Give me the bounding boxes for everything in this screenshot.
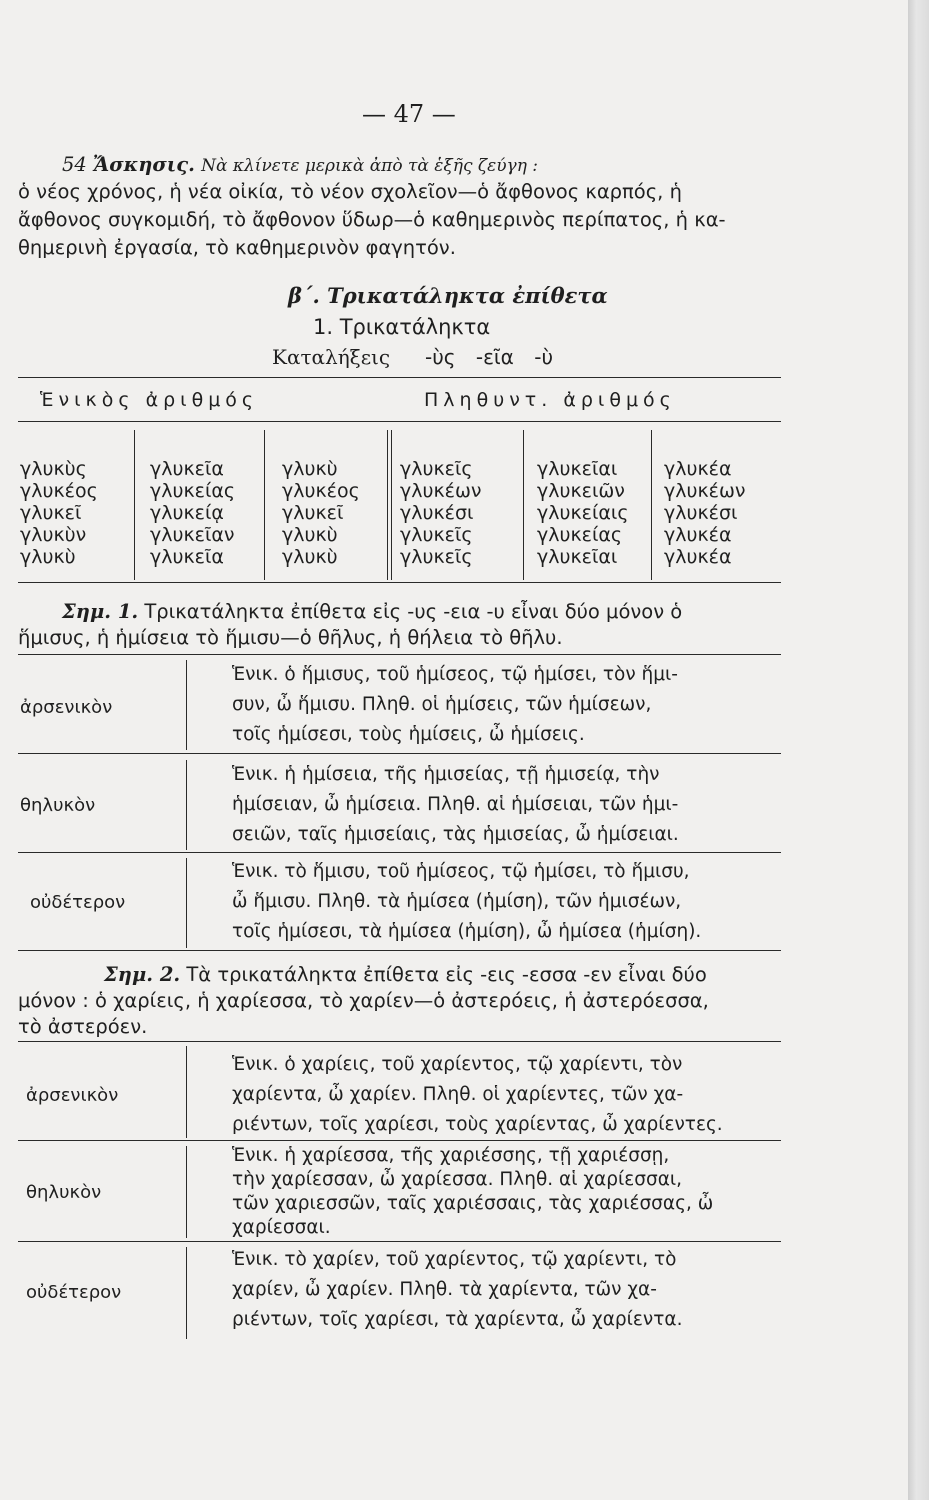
grid-1-rule — [18, 753, 781, 754]
grid-2-divider — [186, 1146, 187, 1238]
col-divider — [523, 430, 524, 580]
table-cell: γλυκέσι — [664, 502, 738, 524]
declension-cell — [232, 760, 679, 850]
col-divider — [651, 430, 652, 580]
exercise-line: ὁ νέος χρόνος, ἡ νέα οἰκία, τὸ νέον σχολεῖον—ὁ ἄφθονος καρπός, ἡ — [18, 180, 682, 203]
table-cell: γλυκεῖα — [150, 458, 224, 480]
table-cell: γλυκεῖα — [150, 546, 224, 568]
plural-header: Πληθυντ. ἀριθμός — [424, 389, 676, 411]
grid-2-divider — [186, 1046, 187, 1138]
note-1-label: Σημ. 1. — [62, 600, 139, 623]
table-column — [150, 458, 235, 568]
declension-line: τῶν χαριεσσῶν, ταῖς χαριέσσαις, τὰς χαριέσσας, ὦ — [232, 1193, 714, 1214]
table-cell: γλυκὺ — [282, 458, 338, 480]
note-1-text: Τρικατάληκτα ἐπίθετα εἰς -υς -εια -υ εἶναι δύο μόνον ὁ — [144, 600, 683, 623]
note-2-line — [104, 962, 707, 988]
note-1-line — [62, 599, 682, 625]
section-heading: β΄. Τρικατάληκτα ἐπίθετα — [288, 283, 608, 308]
declension-line: Ἑνικ. ἡ ἡμίσεια, τῆς ἡμισείας, τῇ ἡμισείᾳ, τὴν — [232, 764, 660, 785]
grid-1-rule — [18, 654, 781, 655]
table-cell: γλυκέων — [400, 480, 482, 502]
table-cell: γλυκείας — [537, 524, 623, 546]
exercise-title: Ἄσκησις. — [93, 153, 195, 176]
gender-label: ἀρσενικὸν — [20, 697, 113, 718]
exercise-heading — [62, 152, 538, 179]
note-2-line: τὸ ἀστερόεν. — [18, 1015, 148, 1038]
grid-2-rule — [18, 1140, 781, 1141]
col-divider — [391, 430, 392, 580]
table-cell: γλυκεῖς — [400, 546, 473, 568]
col-divider — [387, 430, 388, 580]
table-cell: γλυκὺ — [282, 546, 338, 568]
table-cell: γλυκειῶν — [537, 480, 625, 502]
table-top-rule — [18, 377, 781, 378]
declension-line: χαρίεσσαι. — [232, 1217, 331, 1238]
table-cell: γλυκεῖαν — [150, 524, 235, 546]
gender-label: θηλυκὸν — [26, 1182, 102, 1203]
grid-1-rule — [18, 852, 781, 853]
table-bottom-rule — [18, 582, 781, 583]
declension-line: Ἑνικ. ὁ ἥμισυς, τοῦ ἡμίσεος, τῷ ἡμίσει, τὸν ἥμι- — [232, 664, 678, 685]
declension-line: ἡμίσειαν, ὦ ἡμίσεια. Πληθ. αἱ ἡμίσειαι, τῶν ἡμι- — [232, 794, 679, 815]
declension-line: χαρίεντα, ὦ χαρίεν. Πληθ. οἱ χαρίεντες, τῶν χα- — [232, 1084, 684, 1105]
col-divider — [134, 430, 135, 580]
table-cell: γλυκὺ — [20, 546, 76, 568]
declension-cell — [232, 1245, 682, 1335]
gender-label: ἀρσενικὸν — [26, 1085, 119, 1106]
grid-2-divider — [186, 1247, 187, 1339]
table-cell: γλυκέα — [664, 524, 732, 546]
grid-1-divider — [186, 760, 187, 850]
declension-line: Ἑνικ. τὸ ἥμισυ, τοῦ ἡμίσεος, τῷ ἡμίσει, τὸ ἥμισυ, — [232, 861, 690, 882]
grid-2-rule — [18, 1041, 781, 1042]
table-cell: γλυκὺς — [20, 458, 87, 480]
declension-line: τοῖς ἡμίσεσι, τοὺς ἡμίσεις, ὦ ἡμίσεις. — [232, 724, 585, 745]
table-cell: γλυκέων — [664, 480, 746, 502]
table-cell: γλυκεῖ — [282, 502, 344, 524]
table-cell: γλυκὺν — [20, 524, 87, 546]
declension-line: σειῶν, ταῖς ἡμισείαις, τὰς ἡμισείας, ὦ ἡμίσειαι. — [232, 824, 679, 845]
declension-line: ριέντων, τοῖς χαρίεσι, τοὺς χαρίεντας, ὦ χαρίεντες. — [232, 1114, 723, 1135]
grid-2-rule — [18, 1241, 781, 1242]
declension-line: ὦ ἥμισυ. Πληθ. τὰ ἡμίσεα (ἡμίση), τῶν ἡμισέων, — [232, 891, 682, 912]
table-cell: γλυκεῖαι — [537, 458, 618, 480]
table-cell: γλυκεῖς — [400, 458, 473, 480]
table-cell: γλυκέσι — [400, 502, 474, 524]
table-cell: γλυκείᾳ — [150, 502, 224, 524]
exercise-number: 54 — [62, 153, 87, 176]
declension-cell — [232, 857, 701, 947]
col-divider — [264, 430, 265, 580]
grid-1-rule — [18, 950, 781, 951]
endings-label: Καταλήξεις — [272, 345, 391, 369]
grid-1-divider — [186, 858, 187, 948]
table-cell: γλυκέος — [20, 480, 98, 502]
exercise-line: θημερινὴ ἐργασία, τὸ καθημερινὸν φαγητόν. — [18, 236, 456, 259]
exercise-instruction: Νὰ κλίνετε μερικὰ ἀπὸ τὰ ἑξῆς ζεύγη : — [201, 156, 539, 176]
singular-header: Ἑνικὸς ἀριθμός — [40, 389, 259, 411]
declension-line: τοῖς ἡμίσεσι, τὰ ἡμίσεα (ἡμίση), ὦ ἡμίσεα (ἡμίση). — [232, 921, 702, 942]
declension-line: ριέντων, τοῖς χαρίεσι, τὰ χαρίεντα, ὦ χαρίεντα. — [232, 1309, 683, 1330]
table-cell: γλυκείας — [150, 480, 236, 502]
table-cell: γλυκὺ — [282, 524, 338, 546]
note-2-line: μόνον : ὁ χαρίεις, ἡ χαρίεσσα, τὸ χαρίεν—ὁ ἀστερόεις, ἡ ἀστερόεσσα, — [18, 989, 709, 1012]
table-cell: γλυκείαις — [537, 502, 629, 524]
declension-line: Ἑνικ. ἡ χαρίεσσα, τῆς χαριέσσης, τῇ χαριέσσῃ, — [232, 1145, 670, 1166]
endings: -ὺς -εῖα -ὺ — [425, 345, 554, 369]
table-cell: γλυκεῖαι — [537, 546, 618, 568]
table-cell: γλυκέος — [282, 480, 360, 502]
declension-line: Ἑνικ. τὸ χαρίεν, τοῦ χαρίεντος, τῷ χαρίεντι, τὸ — [232, 1249, 677, 1270]
declension-cell — [232, 1050, 723, 1140]
table-cell: γλυκεῖ — [20, 502, 82, 524]
declension-line: τὴν χαρίεσσαν, ὦ χαρίεσσα. Πληθ. αἱ χαρίεσσαι, — [232, 1169, 683, 1190]
table-cell: γλυκέα — [664, 458, 732, 480]
table-column — [282, 458, 360, 568]
gender-label: οὐδέτερον — [26, 1282, 122, 1303]
table-column — [664, 458, 745, 568]
table-cell: γλυκέα — [664, 546, 732, 568]
table-header-rule — [18, 421, 781, 422]
note-1-line: ἥμισυς, ἡ ἡμίσεια τὸ ἥμισυ—ὁ θῆλυς, ἡ θήλεια τὸ θῆλυ. — [18, 626, 563, 649]
gender-label: θηλυκὸν — [20, 795, 96, 816]
note-2-label: Σημ. 2. — [104, 963, 181, 986]
grid-1-divider — [186, 660, 187, 750]
table-cell: γλυκεῖς — [400, 524, 473, 546]
table-column — [400, 458, 481, 568]
declension-cell — [232, 1144, 713, 1240]
page-edge — [908, 0, 929, 1500]
gender-label: οὐδέτερον — [30, 892, 126, 913]
section-subheading: 1. Τρικατάληκτα — [313, 315, 491, 339]
declension-line: Ἑνικ. ὁ χαρίεις, τοῦ χαρίεντος, τῷ χαρίεντι, τὸν — [232, 1054, 683, 1075]
declension-cell — [232, 660, 678, 750]
exercise-line: ἄφθονος συγκομιδή, τὸ ἄφθονον ὕδωρ—ὁ καθημερινὸς περίπατος, ἡ κα- — [18, 208, 726, 231]
page-number: — 47 — — [362, 100, 456, 128]
note-2-text: Τὰ τρικατάληκτα ἐπίθετα εἰς -εις -εσσα -εν εἶναι δύο — [186, 963, 707, 986]
table-column — [20, 458, 98, 568]
declension-line: χαρίεν, ὦ χαρίεν. Πληθ. τὰ χαρίεντα, τῶν χα- — [232, 1279, 657, 1300]
table-column — [537, 458, 628, 568]
declension-line: συν, ὦ ἥμισυ. Πληθ. οἱ ἡμίσεις, τῶν ἡμίσεων, — [232, 694, 652, 715]
